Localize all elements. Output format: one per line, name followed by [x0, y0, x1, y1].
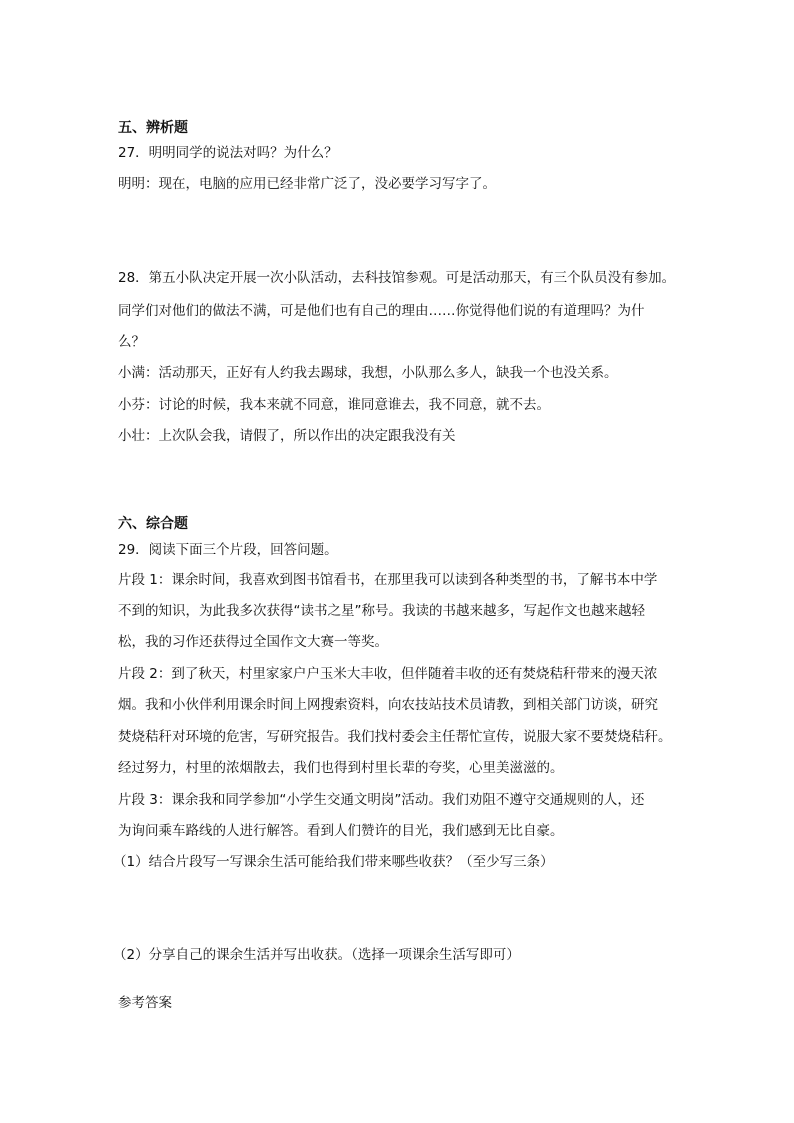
question-29-sub-2: （2）分享自己的课余生活并写出收获。（选择一项课余生活写即可） — [113, 947, 520, 963]
question-28-line-2: 同学们对他们的做法不满，可是他们也有自己的理由……你觉得他们说的有道理吗？为什 — [118, 303, 645, 319]
question-28-reason-xiaozhuang: 小壮：上次队会我，请假了，所以作出的决定跟我没有关 — [118, 428, 456, 444]
passage-line: 片段 2：到了秋天，村里家家户户玉米大丰收，但伴随着丰收的还有焚烧秸秆带来的漫天浓 — [118, 666, 658, 682]
question-29-intro: 29．阅读下面三个片段，回答问题。 — [118, 542, 338, 558]
question-28-reason-xiaoman: 小满：活动那天，正好有人约我去踢球，我想，小队那么多人，缺我一个也没关系。 — [118, 365, 618, 381]
question-28-line-3: 么？ — [118, 334, 145, 350]
question-28-line-1: 28．第五小队决定开展一次小队活动，去科技馆参观。可是活动那天，有三个队员没有参加。 — [118, 270, 676, 286]
passage-line: 经过努力，村里的浓烟散去，我们也得到村里长辈的夸奖，心里美滋滋的。 — [118, 760, 564, 776]
passage-line: 焚烧秸秆对环境的危害，写研究报告。我们找村委会主任帮忙宣传，说服大家不要焚烧秸秆。 — [118, 729, 672, 745]
section-5-heading: 五、辨析题 — [118, 120, 188, 136]
question-28-reason-xiaofen: 小芬：讨论的时候，我本来就不同意，谁同意谁去，我不同意，就不去。 — [118, 397, 550, 413]
question-27: 27．明明同学的说法对吗？为什么？ — [118, 145, 338, 161]
section-6-heading: 六、综合题 — [118, 516, 188, 532]
question-29-sub-1: （1）结合片段写一写课余生活可能给我们带来哪些收获？（至少写三条） — [113, 854, 554, 870]
question-27-statement: 明明：现在，电脑的应用已经非常广泛了，没必要学习写字了。 — [118, 176, 496, 192]
passage-line: 烟。我和小伙伴利用课余时间上网搜索资料，向农技站技术员请教，到相关部门访谈，研究 — [118, 697, 658, 713]
passage-line: 片段 3：课余我和同学参加“小学生交通文明岗”活动。我们劝阻不遵守交通规则的人，还 — [118, 792, 645, 808]
passage-line: 松，我的习作还获得过全国作文大赛一等奖。 — [118, 634, 388, 650]
answer-key-label: 参考答案 — [118, 995, 172, 1011]
passage-line: 为询问乘车路线的人进行解答。看到人们赞许的目光，我们感到无比自豪。 — [118, 823, 564, 839]
passage-line: 片段 1：课余时间，我喜欢到图书馆看书，在那里我可以读到各种类型的书，了解书本中学 — [118, 572, 658, 588]
passage-line: 不到的知识，为此我多次获得“读书之星”称号。我读的书越来越多，写起作文也越来越轻 — [118, 603, 645, 619]
